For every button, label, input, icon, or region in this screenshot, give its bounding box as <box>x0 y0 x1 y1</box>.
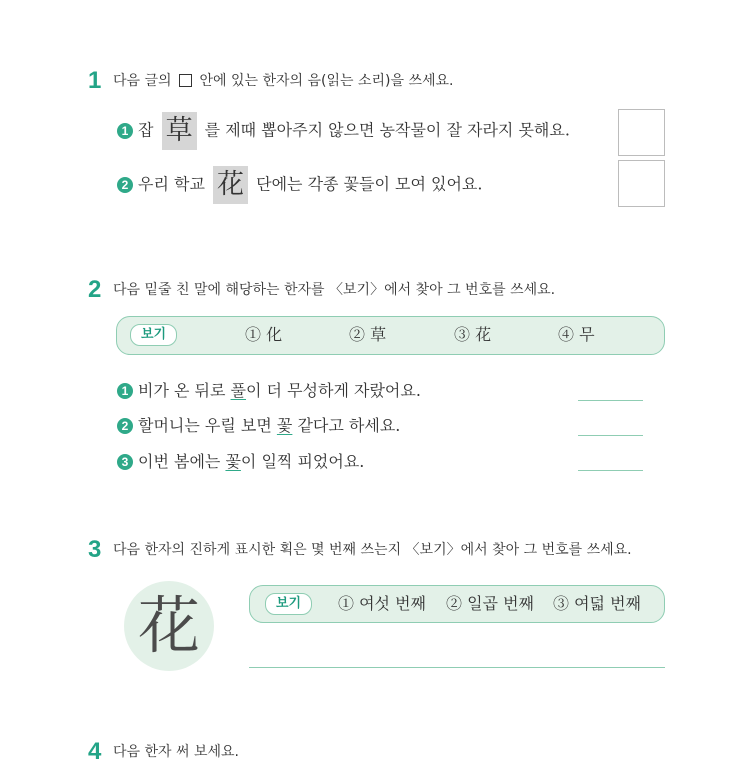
answer-box-1[interactable] <box>618 109 665 156</box>
question-4-number: 4 <box>88 738 102 765</box>
item-number-badge: 3 <box>117 454 133 470</box>
bogi-option-2: ② 일곱 번째 <box>446 594 534 613</box>
answer-line-q3[interactable] <box>249 667 665 668</box>
question-4-instruction: 다음 한자 써 보세요. <box>113 744 239 760</box>
question-2-item-1 <box>117 380 421 402</box>
question-3-number: 3 <box>88 536 102 563</box>
empty-square-icon <box>179 74 192 87</box>
bogi-option-2: ② 草 <box>349 325 387 344</box>
item-text-before: 할머니는 우릴 보면 <box>138 416 277 435</box>
item-text-after: 이 더 무성하게 자랐어요. <box>246 381 421 400</box>
underlined-word: 꽃 <box>276 416 293 435</box>
instruction-text-after: 안에 있는 한자의 음(읽는 소리)을 쓰세요. <box>199 73 454 89</box>
bogi-label: 보기 <box>265 593 312 615</box>
item-text-after: 를 제때 뽑아주지 않으면 농작물이 잘 자라지 못해요. <box>204 120 570 140</box>
answer-line-2[interactable] <box>578 435 643 436</box>
underlined-word: 풀 <box>230 381 247 400</box>
hanja-highlight: 花 <box>213 166 248 204</box>
bogi-label: 보기 <box>130 324 177 346</box>
question-2-instruction: 다음 밑줄 친 말에 해당하는 한자를 〈보기〉에서 찾아 그 번호를 쓰세요. <box>113 282 556 298</box>
question-1-item-2 <box>117 166 482 204</box>
item-text-after: 단에는 각종 꽃들이 모여 있어요. <box>256 174 483 194</box>
bogi-option-3: ③ 花 <box>454 325 492 344</box>
instruction-text-before: 다음 글의 <box>113 73 172 89</box>
bogi-option-3: ③ 여덟 번째 <box>553 594 641 613</box>
bogi-option-1: ① 化 <box>245 325 283 344</box>
item-text-before: 잡 <box>138 120 154 140</box>
bogi-box <box>116 316 665 355</box>
question-2-number: 2 <box>88 276 102 303</box>
hanja-stroke-circle <box>124 581 214 671</box>
underlined-word: 꽃 <box>225 452 241 471</box>
question-2-item-2 <box>117 415 400 437</box>
item-text-before: 비가 온 뒤로 <box>138 381 231 400</box>
bogi-option-4: ④ 무 <box>558 325 595 344</box>
bogi-box-3 <box>249 585 665 623</box>
answer-line-1[interactable] <box>578 400 643 401</box>
item-number-badge: 1 <box>117 123 133 139</box>
question-1-item-1 <box>117 112 570 150</box>
answer-box-2[interactable] <box>618 160 665 207</box>
question-2-item-3 <box>117 451 364 473</box>
question-1-instruction <box>113 72 453 90</box>
bogi-option-1: ① 여섯 번째 <box>338 594 426 613</box>
item-number-badge: 2 <box>117 418 133 434</box>
stroke-order-hanja: 花 <box>137 589 200 662</box>
question-3-instruction: 다음 한자의 진하게 표시한 획은 몇 번째 쓰는지 〈보기〉에서 찾아 그 번호를 쓰세요. <box>113 542 632 558</box>
item-text-after: 같다고 하세요. <box>292 416 401 435</box>
hanja-highlight: 草 <box>162 112 197 150</box>
item-number-badge: 1 <box>117 383 133 399</box>
item-number-badge: 2 <box>117 177 133 193</box>
item-text-before: 이번 봄에는 <box>138 452 226 471</box>
item-text-before: 우리 학교 <box>138 174 205 194</box>
question-1-number: 1 <box>88 67 102 94</box>
item-text-after: 이 일찍 피었어요. <box>240 452 365 471</box>
answer-line-3[interactable] <box>578 470 643 471</box>
